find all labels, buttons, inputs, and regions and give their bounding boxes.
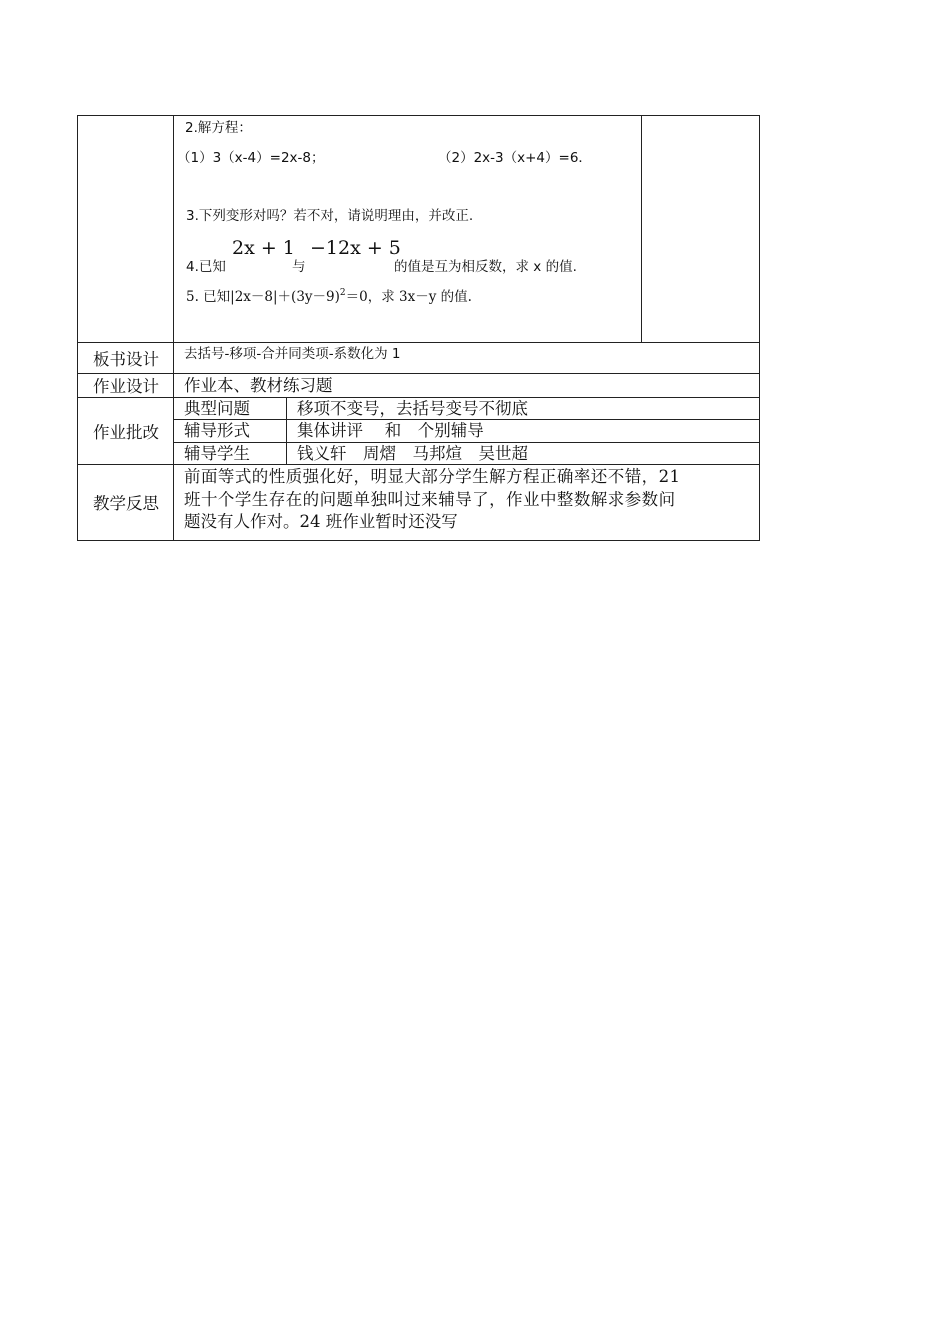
q2-part1: （1）3（x-4）=2x-8； — [177, 150, 325, 166]
q3-text: 3.下列变形对吗？若不对，请说明理由，并改正. — [186, 208, 474, 224]
q4-suffix: 的值是互为相反数，求 x 的值. — [394, 259, 577, 275]
review-row-1-key: 典型问题 — [184, 399, 250, 418]
review-row-2-value: 集体讲评 和 个别辅导 — [297, 421, 484, 440]
review-row-1-value-cell — [286, 397, 760, 420]
homework-design-label: 作业设计 — [77, 373, 174, 398]
reflection-label: 教学反思 — [77, 464, 174, 541]
q5-after: ＝0，求 3x－y 的值. — [345, 289, 472, 305]
q5-before: 5. 已知|2x－8|＋(3y－9) — [186, 289, 340, 305]
q4-connector: 与 — [292, 259, 306, 275]
homework-review-label: 作业批改 — [77, 397, 174, 465]
board-design-value: 去括号-移项-合并同类项-系数化为 1 — [184, 346, 401, 362]
review-row-1-key-cell — [173, 397, 287, 420]
homework-design-value: 作业本、教材练习题 — [184, 376, 333, 395]
board-design-cell — [173, 342, 760, 374]
upper-content-cell — [173, 115, 642, 343]
review-row-3-value-cell — [286, 442, 760, 465]
review-row-3-key-cell — [173, 442, 287, 465]
review-row-1-value: 移项不变号，去括号变号不彻底 — [297, 399, 528, 418]
review-row-3-value: 钱义轩 周熠 马邦煊 吴世超 — [297, 444, 528, 463]
reflection-cell — [173, 464, 760, 541]
review-row-2-key: 辅导形式 — [184, 421, 250, 440]
q4-expression-1: 2x + 1 — [232, 237, 295, 259]
q2-title: 2.解方程： — [185, 120, 252, 136]
reflection-line-1: 前面等式的性质强化好，明显大部分学生解方程正确率还不错，21 — [184, 467, 681, 486]
q4-expression-2: −12x + 5 — [310, 237, 401, 259]
board-design-label: 板书设计 — [77, 342, 174, 374]
q4-prefix: 4.已知 — [186, 259, 226, 275]
review-row-2-key-cell — [173, 419, 287, 443]
upper-left-cell — [77, 115, 174, 343]
homework-design-cell — [173, 373, 760, 398]
reflection-line-2: 班十个学生存在的问题单独叫过来辅导了，作业中整数解求参数问 — [184, 490, 676, 509]
reflection-line-3: 题没有人作对。24 班作业暂时还没写 — [184, 512, 458, 531]
review-row-2-value-cell — [286, 419, 760, 443]
review-row-3-key: 辅导学生 — [184, 444, 250, 463]
upper-right-cell — [641, 115, 760, 343]
q5-text — [186, 288, 472, 308]
q2-part2: （2）2x-3（x+4）=6． — [438, 150, 592, 166]
q5-exponent: 2 — [339, 288, 346, 298]
